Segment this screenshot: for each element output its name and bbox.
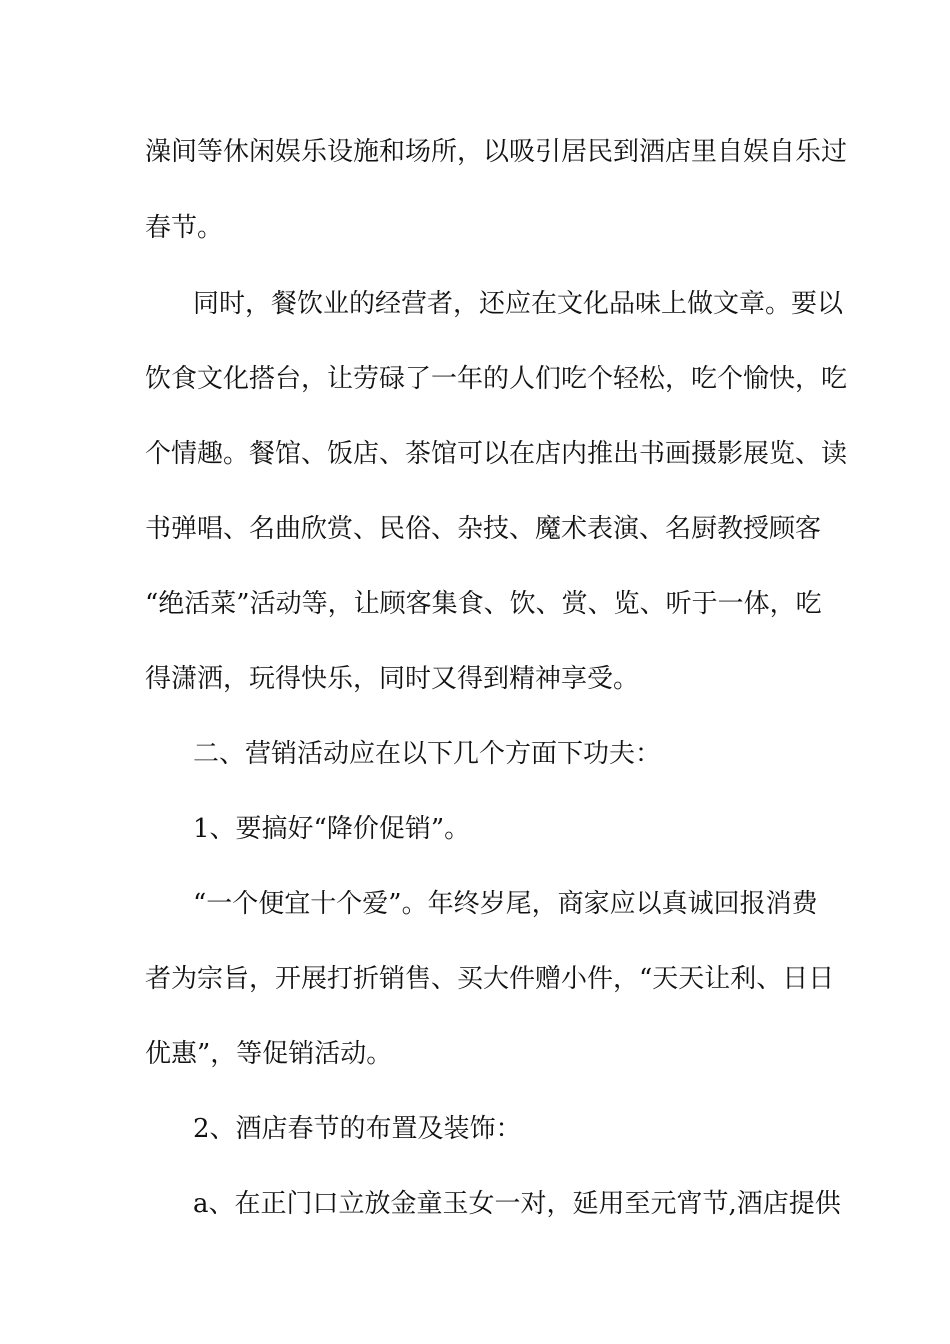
- text-line-3: 同时，餐饮业的经营者，还应在文化品味上做文章。要以: [193, 289, 844, 319]
- text-line-6: 书弹唱、名曲欣赏、民俗、杂技、魔术表演、名厨教授顾客: [145, 514, 822, 544]
- text-line-5: 个情趣。餐馆、饭店、茶馆可以在店内推出书画摄影展览、读: [145, 439, 848, 469]
- item-heading-1: 1、要搞好“降价促销”。: [193, 814, 471, 844]
- text-line-11: “一个便宜十个爱”。年终岁尾，商家应以真诚回报消费: [193, 889, 818, 919]
- item-heading-2: 2、酒店春节的布置及装饰：: [193, 1114, 522, 1144]
- text-line-7: “绝活菜”活动等，让顾客集食、饮、赏、览、听于一体，吃: [145, 589, 822, 619]
- text-line-2: 春节。: [145, 213, 224, 243]
- section-heading-marketing: 二、营销活动应在以下几个方面下功夫：: [193, 739, 662, 769]
- text-line-15: a、在正门口立放金童玉女一对，延用至元宵节,酒店提供: [193, 1189, 841, 1219]
- text-line-1: 澡间等休闲娱乐设施和场所，以吸引居民到酒店里自娱自乐过: [145, 137, 848, 167]
- text-line-4: 饮食文化搭台，让劳碌了一年的人们吃个轻松，吃个愉快，吃: [145, 364, 848, 394]
- text-line-8: 得潇洒，玩得快乐，同时又得到精神享受。: [145, 664, 640, 694]
- text-line-13: 优惠”，等促销活动。: [145, 1039, 393, 1069]
- text-line-12: 者为宗旨，开展打折销售、买大件赠小件，“天天让利、日日: [145, 964, 835, 994]
